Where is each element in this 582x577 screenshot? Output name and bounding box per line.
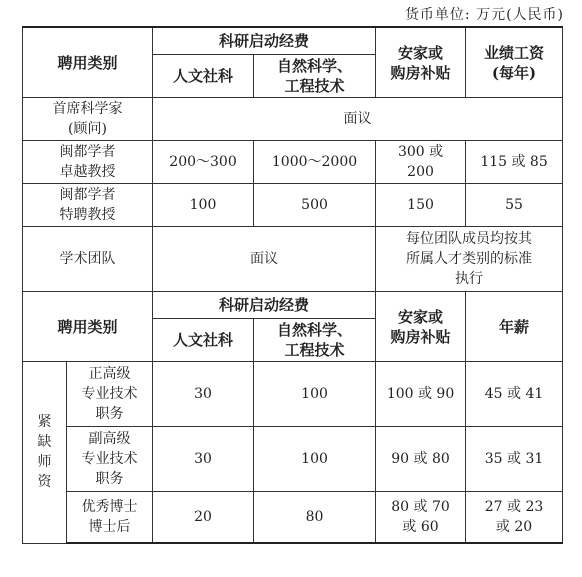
currency-unit-note: 货币单位: 万元(人民币) [404, 7, 564, 23]
row-category: 优秀博士 博士后 [67, 492, 153, 544]
row-category: 闽都学者 特聘教授 [23, 184, 153, 227]
table-row [23, 362, 563, 427]
table-row [23, 492, 563, 544]
header-category-2: 聘用类别 [23, 292, 153, 362]
row-science: 100 [254, 427, 376, 492]
row-category: 副高级 专业技术 职务 [67, 427, 153, 492]
header-row-1 [23, 27, 563, 55]
table-row [23, 184, 563, 227]
row-salary: 55 [466, 184, 563, 227]
header-housing-2: 安家或 购房补贴 [376, 292, 466, 362]
header-research-funding-2: 科研启动经费 [153, 292, 376, 319]
row-housing: 80 或 70 或 60 [376, 492, 466, 544]
row-salary: 35 或 31 [466, 427, 563, 492]
row-housing: 90 或 80 [376, 427, 466, 492]
header-performance-salary: 业绩工资 (每年) [466, 27, 563, 98]
row-humanities: 100 [153, 184, 254, 227]
row-humanities: 200～300 [153, 141, 254, 184]
row-salary: 45 或 41 [466, 362, 563, 427]
row-science: 80 [254, 492, 376, 544]
row-housing: 100 或 90 [376, 362, 466, 427]
table-row [23, 141, 563, 184]
shortage-group-label: 紧 缺 师 资 [23, 362, 67, 544]
header-research-funding: 科研启动经费 [153, 27, 376, 55]
row-salary: 115 或 85 [466, 141, 563, 184]
header-humanities: 人文社科 [153, 55, 254, 98]
header-category: 聘用类别 [23, 27, 153, 98]
row-housing: 150 [376, 184, 466, 227]
row-category: 正高级 专业技术 职务 [67, 362, 153, 427]
row-salary: 27 或 23 或 20 [466, 492, 563, 544]
row-funding-negotiable: 面议 [153, 227, 376, 292]
row-science: 1000～2000 [254, 141, 376, 184]
table-row [23, 98, 563, 141]
header-annual-salary: 年薪 [466, 292, 563, 362]
table-row [23, 227, 563, 292]
header-housing: 安家或 购房补贴 [376, 27, 466, 98]
row-category: 学术团队 [23, 227, 153, 292]
header-humanities-2: 人文社科 [153, 319, 254, 362]
row-category: 首席科学家 (顾问) [23, 98, 153, 141]
row-team-note: 每位团队成员均按其 所属人才类别的标准 执行 [376, 227, 563, 292]
compensation-table [22, 26, 563, 544]
row-humanities: 20 [153, 492, 254, 544]
header-science: 自然科学、 工程技术 [254, 55, 376, 98]
row-humanities: 30 [153, 362, 254, 427]
row-science: 100 [254, 362, 376, 427]
row-housing: 300 或 200 [376, 141, 466, 184]
row-science: 500 [254, 184, 376, 227]
table-row [23, 427, 563, 492]
row-humanities: 30 [153, 427, 254, 492]
row-category: 闽都学者 卓越教授 [23, 141, 153, 184]
header-science-2: 自然科学、 工程技术 [254, 319, 376, 362]
row-merged-negotiable: 面议 [153, 98, 563, 141]
header-row-3 [23, 292, 563, 319]
